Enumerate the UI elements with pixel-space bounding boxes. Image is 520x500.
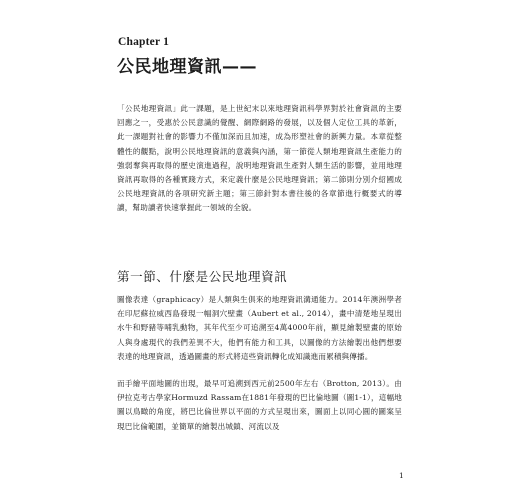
section-heading: 第一節、什麼是公民地理資訊 xyxy=(117,269,288,284)
chapter-title: 公民地理資訊—— xyxy=(117,57,257,77)
intro-paragraph: 「公民地理資訊」此一課題，是上世紀末以來地理資訊科學界對於社會資訊的主要回應之一，受惠於公民意識的覺醒、網際網路的發展，以及個人定位工具的革新，此一課題對社會的影響力不僅加深而且加速，成為形塑社會的新興力量。本章從整體性的觀點，說明公民地理資訊的意義與內涵，第一節從人類地理資訊生產能力的強弱奪與再取得的歷史演進過程，說明地理資訊生產對人類生活的影響，並用地理資訊再取得的各種實踐方式，來定義什麼是公民地理資訊；第二節則分別介紹國成公民地理資訊的各項研究新主題；第三節針對本書往後的各章節進行概要式的導讀，幫助讀者快速掌握此一領域的全貌。 xyxy=(117,104,402,213)
body-paragraph: 圖像表達（graphicacy）是人類與生俱來的地理資訊溝通能力。2014年澳洲學者在印尼蘇拉威西島發現一幅洞穴壁畫（Aubert et al., 2014），畫中清楚地呈現出水牛和野豬等哺乳動物，其年代至少可追溯至4萬4000年前，顯見繪製壁畫的原始人與身處現代的我們差異不大，他們有能力和工具，以圖像的方法繪製出他們想要表達的地理資訊，透過圖畫的形式將這些資訊轉化成知識進而累積與傳播。 xyxy=(117,295,402,361)
page-number: 1 xyxy=(399,471,404,480)
body-paragraph: 而手繪平面地圖的出現，最早可追溯到西元前2500年左右（Brotton, 2013）。由伊拉克考古學家Hormuzd Rassam在1881年發現的巴比倫地圖（圖1-1），這幅地圖以鳥瞰的角度，將巴比倫世界以平面的方式呈現出來，圖面上以同心圓的圖案呈現巴比倫範圍，並簡單的繪製出城鎮、河流以及 xyxy=(117,379,402,431)
chapter-label: Chapter 1 xyxy=(118,36,170,48)
